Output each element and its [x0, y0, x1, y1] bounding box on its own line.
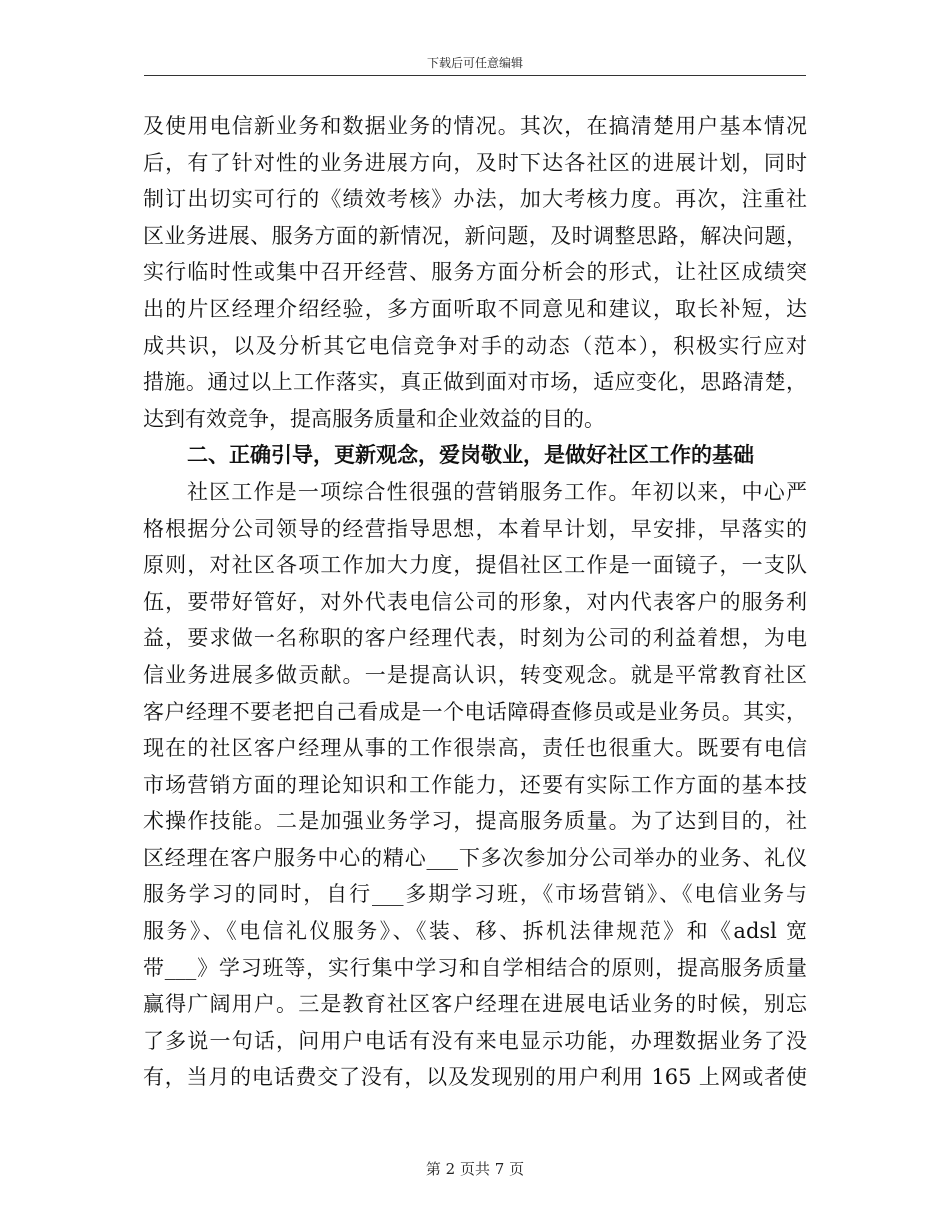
paragraph-line: 信业务进展多做贡献。一是提高认识，转变观念。就是平常教育社区 [143, 662, 807, 687]
paragraph-line: 格根据分公司领导的经营指导思想，本着早计划，早安排，早落实的 [143, 516, 807, 541]
paragraph-line: 市场营销方面的理论知识和工作能力，还要有实际工作方面的基本技 [143, 772, 807, 797]
paragraph-line: 区业务进展、服务方面的新情况，新问题，及时调整思路，解决问题， [143, 223, 807, 248]
paragraph-line: 后，有了针对性的业务进展方向，及时下达各社区的进展计划，同时 [143, 150, 807, 175]
document-body [143, 108, 807, 1096]
paragraph-line: 赢得广阔用户。三是教育社区客户经理在进展电话业务的时候，别忘 [143, 992, 807, 1017]
header-divider [144, 75, 806, 76]
paragraph-line: 术操作技能。二是加强业务学习，提高服务质量。为了达到目的，社 [143, 809, 807, 834]
page-footer: 第 2 页共 7 页 [425, 1160, 525, 1178]
paragraph-line: 达到有效竞争，提高服务质量和企业效益的目的。 [143, 406, 605, 431]
paragraph-line: 区经理在客户服务中心的精心___下多次参加分公司举办的业务、礼仪 [143, 845, 807, 870]
paragraph-line: 伍，要带好管好，对外代表电信公司的形象，对内代表客户的服务利 [143, 589, 807, 614]
paragraph-line: 及使用电信新业务和数据业务的情况。其次，在搞清楚用户基本情况 [143, 114, 807, 138]
paragraph-line: 实行临时性或集中召开经营、服务方面分析会的形式，让社区成绩突 [143, 260, 807, 285]
paragraph-line: 现在的社区客户经理从事的工作很崇高，责任也很重大。既要有电信 [143, 736, 807, 761]
paragraph-line: 措施。通过以上工作落实，真正做到面对市场，适应变化，思路清楚， [143, 370, 807, 395]
section-heading: 二、正确引导，更新观念，爱岗敬业，是做好社区工作的基础 [187, 442, 754, 468]
paragraph-line: 原则，对社区各项工作加大力度，提倡社区工作是一面镜子，一支队 [143, 553, 807, 578]
paragraph-line: 带___》学习班等，实行集中学习和自学相结合的原则，提高服务质量 [143, 955, 807, 980]
paragraph-line: 成共识，以及分析其它电信竞争对手的动态（范本），积极实行应对 [143, 333, 807, 358]
paragraph-line: 制订出切实可行的《绩效考核》办法，加大考核力度。再次，注重社 [143, 187, 807, 212]
paragraph-line: 了多说一句话，问用户电话有没有来电显示功能，办理数据业务了没 [143, 1028, 807, 1053]
paragraph-line: 社区工作是一项综合性很强的营销服务工作。年初以来，中心严 [187, 479, 807, 504]
paragraph-line: 客户经理不要老把自己看成是一个电话障碍查修员或是业务员。其实， [143, 699, 807, 724]
paragraph-line: 出的片区经理介绍经验，多方面听取不同意见和建议，取长补短，达 [143, 296, 807, 321]
paragraph-line: 益，要求做一名称职的客户经理代表，时刻为公司的利益着想，为电 [143, 626, 807, 651]
paragraph-line: 有，当月的电话费交了没有，以及发现别的用户利用 165 上网或者使 [143, 1065, 807, 1090]
paragraph-line: 服务》、《电信礼仪服务》、《装、移、拆机法律规范》和《adsl 宽 [143, 919, 807, 944]
page-header: 下载后可任意编辑 [426, 56, 523, 70]
paragraph-line: 服务学习的同时，自行___多期学习班，《市场营销》、《电信业务与 [143, 882, 807, 907]
